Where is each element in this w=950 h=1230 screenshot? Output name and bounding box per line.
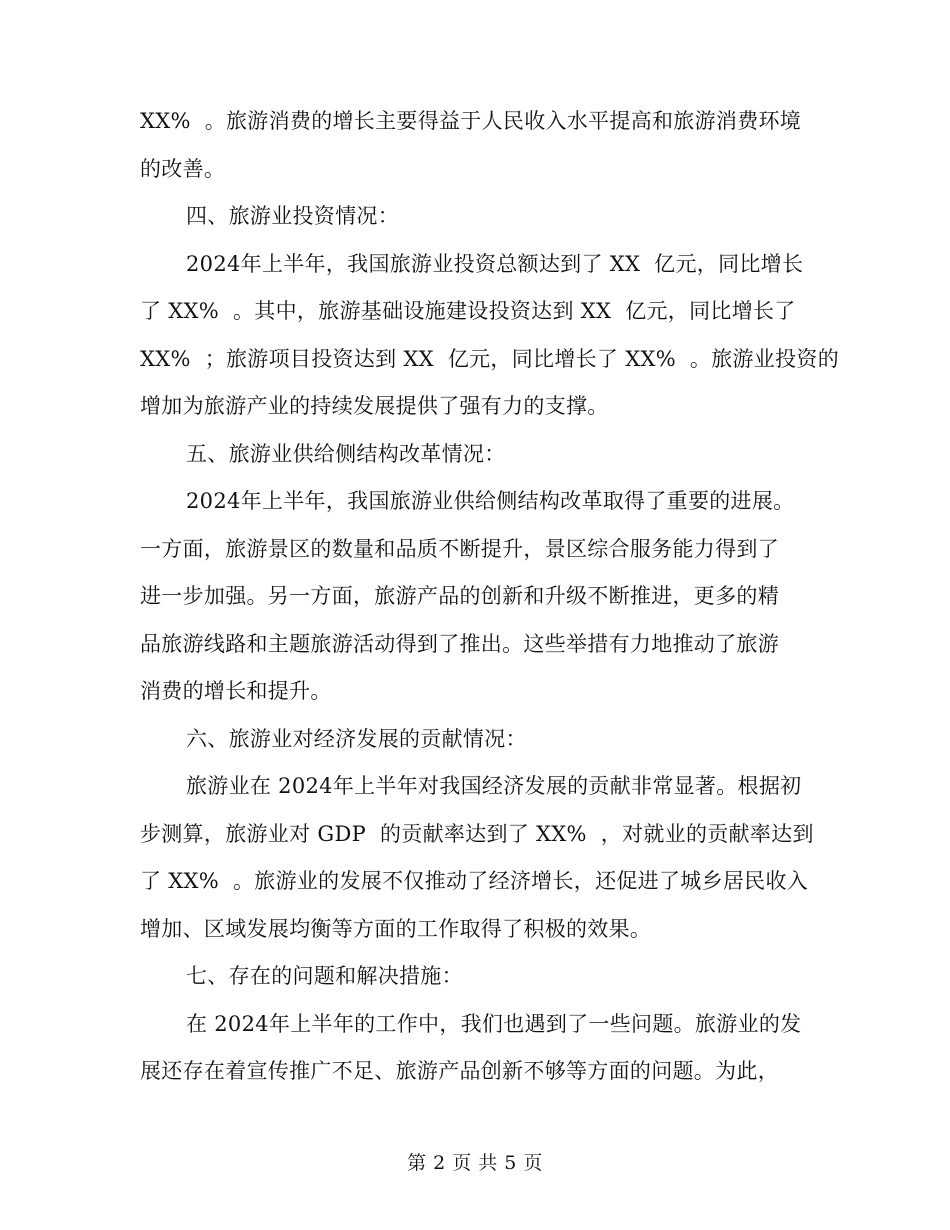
text-line: 步测算，旅游业对 GDP 的贡献率达到了 XX% ，对就业的贡献率达到 [140,821,814,846]
text-line: 增加、区域发展均衡等方面的工作取得了积极的效果。 [140,916,652,941]
section-heading-problems: 七、存在的问题和解决措施： [186,964,463,988]
text-line: 2024年上半年，我国旅游业投资总额达到了 XX 亿元，同比增长 [186,251,804,276]
text-line: 消费的增长和提升。 [140,679,332,703]
section-heading-investment: 四、旅游业投资情况： [186,204,399,228]
text-line: 进一步加强。另一方面，旅游产品的创新和升级不断推进，更多的精 [140,584,779,608]
section-heading-economic-contribution: 六、旅游业对经济发展的贡献情况： [186,726,527,751]
text-line: 的改善。 [140,156,226,181]
text-line: 了 XX% 。其中，旅游基础设施建设投资达到 XX 亿元，同比增长了 [140,299,796,323]
text-line: 一方面，旅游景区的数量和品质不断提升，景区综合服务能力得到了 [140,536,779,561]
text-line: 增加为旅游产业的持续发展提供了强有力的支撑。 [140,394,609,418]
text-line: 展还存在着宣传推广不足、旅游产品创新不够等方面的问题。为此， [140,1059,779,1083]
text-line: 在 2024年上半年的工作中，我们也遇到了一些问题。旅游业的发 [186,1011,802,1036]
text-line: 了 XX% 。旅游业的发展不仅推动了经济增长，还促进了城乡居民收入 [140,869,809,893]
text-line: XX% 。旅游消费的增长主要得益于人民收入水平提高和旅游消费环境 [140,109,802,133]
text-line: XX% ；旅游项目投资达到 XX 亿元，同比增长了 XX% 。旅游业投资的 [140,346,840,371]
page-number-footer: 第 2 页 共 5 页 [407,1152,543,1174]
text-line: 品旅游线路和主题旅游活动得到了推出。这些举措有力地推动了旅游 [140,631,779,656]
section-heading-supply-reform: 五、旅游业供给侧结构改革情况： [186,441,506,466]
text-line: 旅游业在 2024年上半年对我国经济发展的贡献非常显著。根据初 [186,774,802,798]
document-body [140,98,840,1096]
text-line: 2024年上半年，我国旅游业供给侧结构改革取得了重要的进展。 [186,489,795,513]
